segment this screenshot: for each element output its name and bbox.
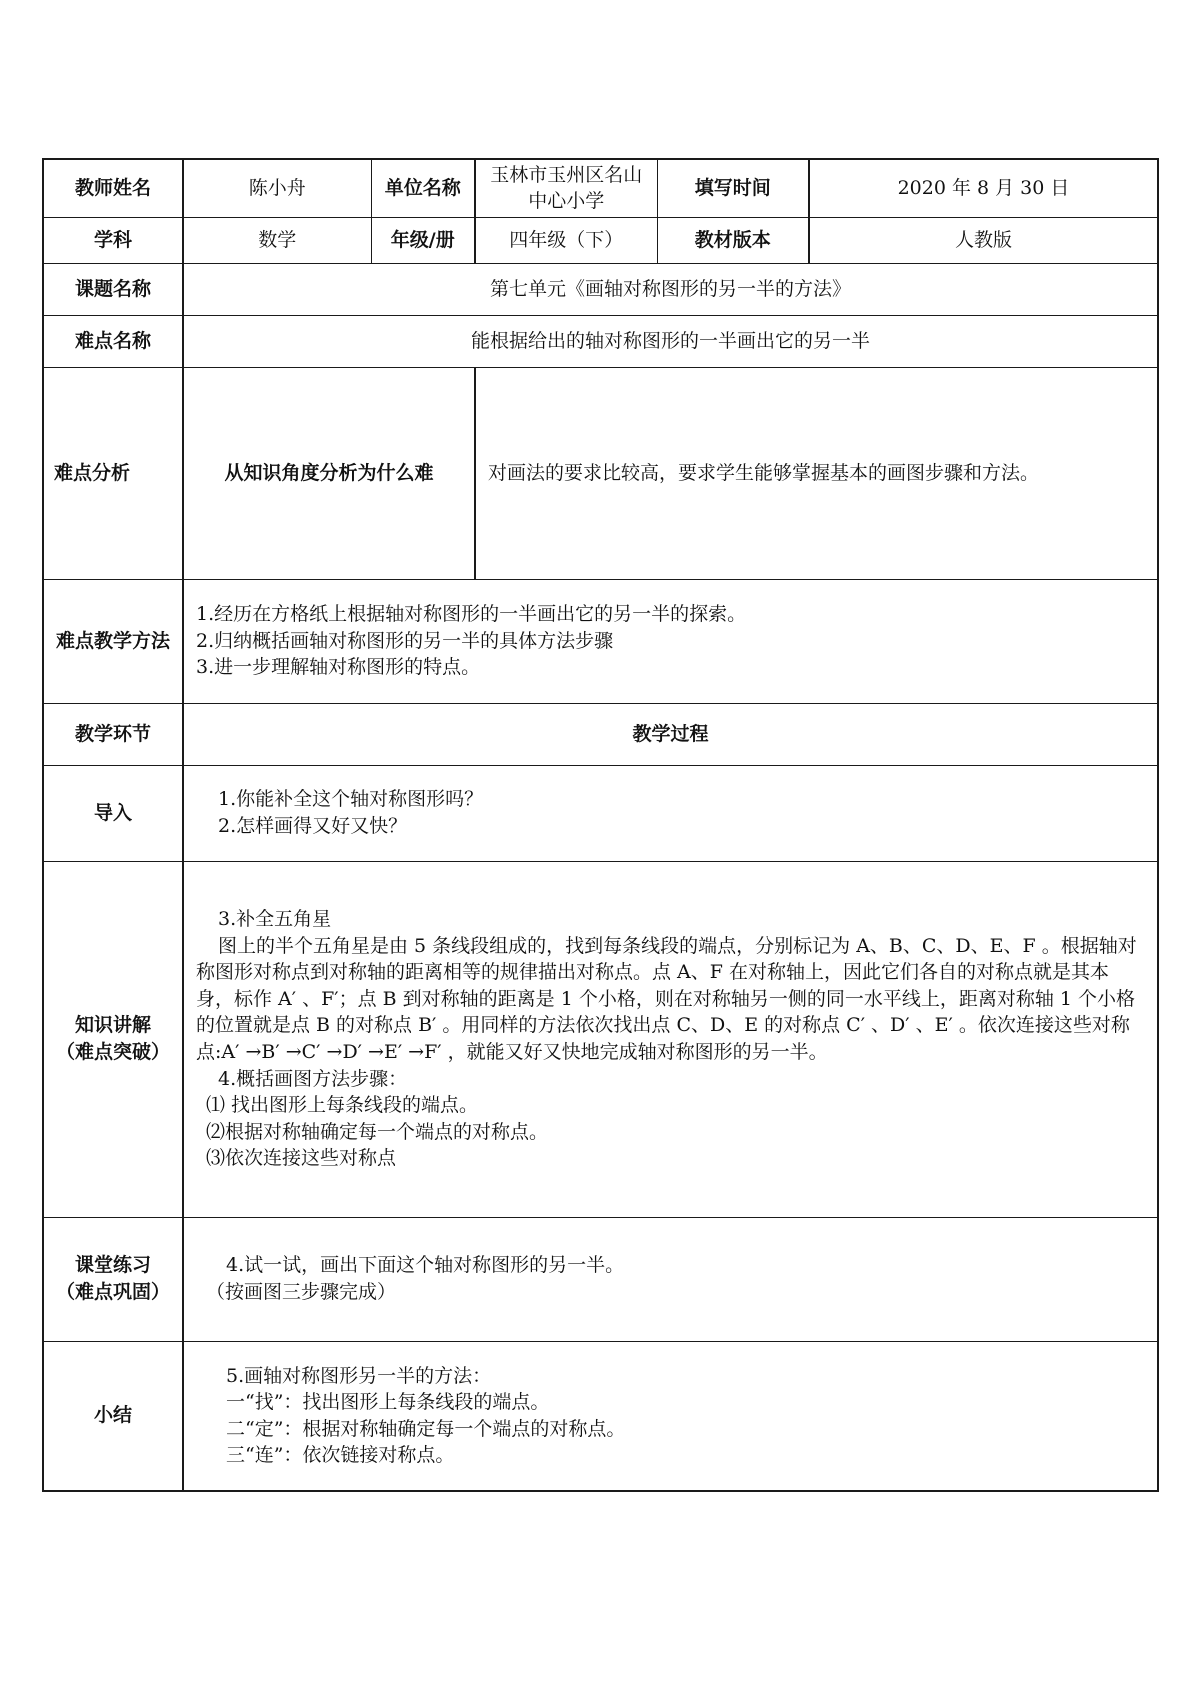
knowledge-content	[183, 861, 1158, 1217]
summary-heading: 5.画轴对称图形另一半的方法：	[226, 1364, 492, 1387]
summary-content	[183, 1341, 1158, 1491]
summary-item: 一“找”：找出图形上每条线段的端点。	[226, 1391, 550, 1414]
edition-label: 教材版本	[657, 217, 809, 263]
practice-label-line2: （难点巩固）	[55, 1281, 170, 1303]
analysis-label: 难点分析	[43, 367, 183, 579]
row-topic	[43, 263, 1158, 315]
date-value: 2020 年 8 月 30 日	[809, 159, 1158, 217]
row-subject	[43, 217, 1158, 263]
practice-label-line1: 课堂练习	[74, 1254, 151, 1277]
topic-label: 课题名称	[43, 263, 183, 315]
practice-line: 4.试一试，画出下面这个轴对称图形的另一半。	[226, 1254, 625, 1277]
lesson-plan-table	[42, 158, 1159, 1492]
row-analysis	[43, 367, 1158, 579]
subject-value: 数学	[183, 217, 371, 263]
knowledge-paragraph: 图上的半个五角星是由 5 条线段组成的，找到每条线段的端点，分别标记为 A、B、C、D、E、F 。根据轴对称图形对称点到对称轴的距离相等的规律描出对称点。点 A、F 在对称轴上，因此它们各自的对称点就是其本身，标作 A′ 、F′；点 B 到对称轴的距离是 1 个小格，则在对称轴另一侧的同一水平线上，距离对称轴 1 个小格的位置就是点 B 的对称点 B′ 。用同样的方法依次找出点 C、D、E 的对称点 C′ 、D′ 、E′ 。依次连接这些对称点:A′ →B′ →C′ →D′ →E′ →F′ ，就能又好又快地完成轴对称图形的另一半。	[196, 934, 1137, 1063]
difficulty-value: 能根据给出的轴对称图形的一半画出它的另一半	[183, 315, 1158, 367]
summary-item: 二“定”：根据对称轴确定每一个端点的对称点。	[226, 1417, 626, 1440]
unit-value: 玉林市玉州区名山中心小学	[475, 159, 657, 217]
practice-label	[43, 1217, 183, 1341]
analysis-sub-label: 从知识角度分析为什么难	[183, 367, 475, 579]
row-summary	[43, 1341, 1158, 1491]
method-label: 难点教学方法	[43, 579, 183, 703]
practice-content	[183, 1217, 1158, 1341]
knowledge-label	[43, 861, 183, 1217]
summary-label: 小结	[43, 1341, 183, 1491]
practice-line: （按画图三步骤完成）	[206, 1281, 397, 1303]
date-label: 填写时间	[657, 159, 809, 217]
teacher-label: 教师姓名	[43, 159, 183, 217]
method-content	[183, 579, 1158, 703]
intro-content	[183, 765, 1158, 861]
steps-heading: 4.概括画图方法步骤：	[218, 1067, 408, 1090]
method-item: 1.经历在方格纸上根据轴对称图形的一半画出它的另一半的探索。	[196, 603, 747, 626]
intro-item: 1.你能补全这个轴对称图形吗？	[218, 788, 484, 811]
subject-label: 学科	[43, 217, 183, 263]
step-item: ⑵根据对称轴确定每一个端点的对称点。	[206, 1120, 549, 1143]
grade-label: 年级/册	[371, 217, 475, 263]
topic-value: 第七单元《画轴对称图形的另一半的方法》	[183, 263, 1158, 315]
knowledge-heading: 3.补全五角星	[218, 908, 332, 931]
grade-value: 四年级（下）	[475, 217, 657, 263]
step-item: ⑶依次连接这些对称点	[206, 1147, 397, 1170]
row-practice	[43, 1217, 1158, 1341]
knowledge-label-line1: 知识讲解	[74, 1014, 151, 1037]
row-intro	[43, 765, 1158, 861]
step-item: ⑴ 找出图形上每条线段的端点。	[206, 1094, 479, 1117]
process-label: 教学环节	[43, 703, 183, 765]
teacher-value: 陈小舟	[183, 159, 371, 217]
knowledge-label-line2: （难点突破）	[55, 1041, 170, 1063]
summary-item: 三“连”：依次链接对称点。	[226, 1444, 455, 1467]
row-knowledge	[43, 861, 1158, 1217]
row-method	[43, 579, 1158, 703]
method-item: 3.进一步理解轴对称图形的特点。	[196, 656, 481, 679]
row-difficulty	[43, 315, 1158, 367]
intro-item: 2.怎样画得又好又快？	[218, 815, 408, 837]
unit-label: 单位名称	[371, 159, 475, 217]
analysis-value: 对画法的要求比较高，要求学生能够掌握基本的画图步骤和方法。	[475, 367, 1158, 579]
process-title: 教学过程	[183, 703, 1158, 765]
edition-value: 人教版	[809, 217, 1158, 263]
method-item: 2.归纳概括画轴对称图形的另一半的具体方法步骤	[196, 629, 614, 652]
intro-label: 导入	[43, 765, 183, 861]
difficulty-label: 难点名称	[43, 315, 183, 367]
row-process-header	[43, 703, 1158, 765]
row-teacher	[43, 159, 1158, 217]
